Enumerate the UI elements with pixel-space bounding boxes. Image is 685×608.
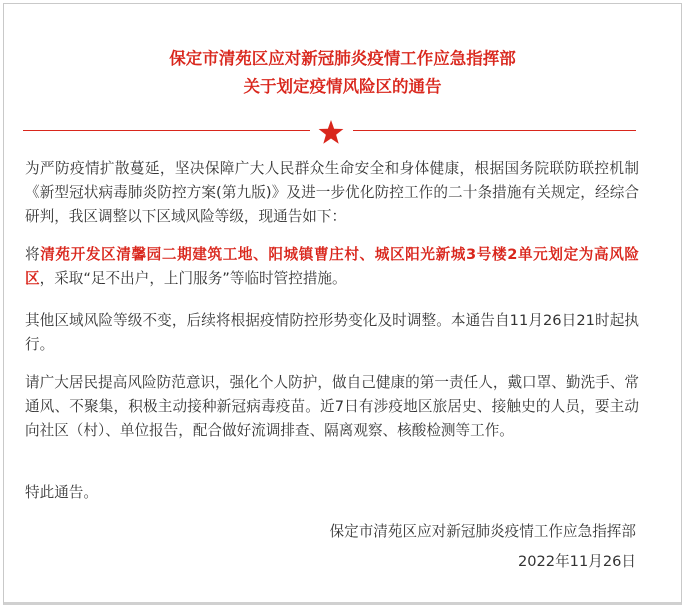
star-icon	[318, 119, 344, 145]
notice-title-line-2: 关于划定疫情风险区的通告	[243, 77, 442, 96]
signature-organization: 保定市清苑区应对新冠肺炎疫情工作应急指挥部	[329, 523, 636, 540]
paragraph-intro: 为严防疫情扩散蔓延，坚决保障广大人民群众生命安全和身体健康，根据国务院联防联控机制《新型冠状病毒肺炎防控方案(第九版)》及进一步优化防控工作的二十条措施有关规定，经综合研判，我区调整以下区域风险等级，现通告如下：	[25, 160, 639, 225]
divider-line-left	[23, 130, 310, 131]
high-risk-area-highlight: 清苑开发区清馨园二期建筑工地、阳城镇曹庄村、城区阳光新城3号楼2单元划定为高风险区	[25, 246, 639, 287]
signature-date: 2022年11月26日	[517, 553, 636, 570]
high-risk-prefix: 将	[25, 246, 41, 263]
divider-line-right	[353, 130, 636, 131]
paragraph-other-areas: 其他区域风险等级不变，后续将根据疫情防控形势变化及时调整。本通告自11月26日21时起执行。	[25, 312, 639, 353]
high-risk-measures: ，采取“足不出户，上门服务”等临时管控措施。	[39, 270, 347, 287]
paragraph-high-risk-zone	[25, 243, 639, 291]
notice-title-line-1: 保定市清苑区应对新冠肺炎疫情工作应急指挥部	[169, 49, 516, 68]
paragraph-resident-advice: 请广大居民提高风险防范意识，强化个人防护，做自己健康的第一责任人，戴口罩、勤洗手、常通风、不聚集，积极主动接种新冠病毒疫苗。近7日有涉疫地区旅居史、接触史的人员，要主动向社区（村）、单位报告，配合做好流调排查、隔离观察、核酸检测等工作。	[25, 374, 639, 439]
paragraph-closing: 特此通告。	[25, 484, 98, 501]
